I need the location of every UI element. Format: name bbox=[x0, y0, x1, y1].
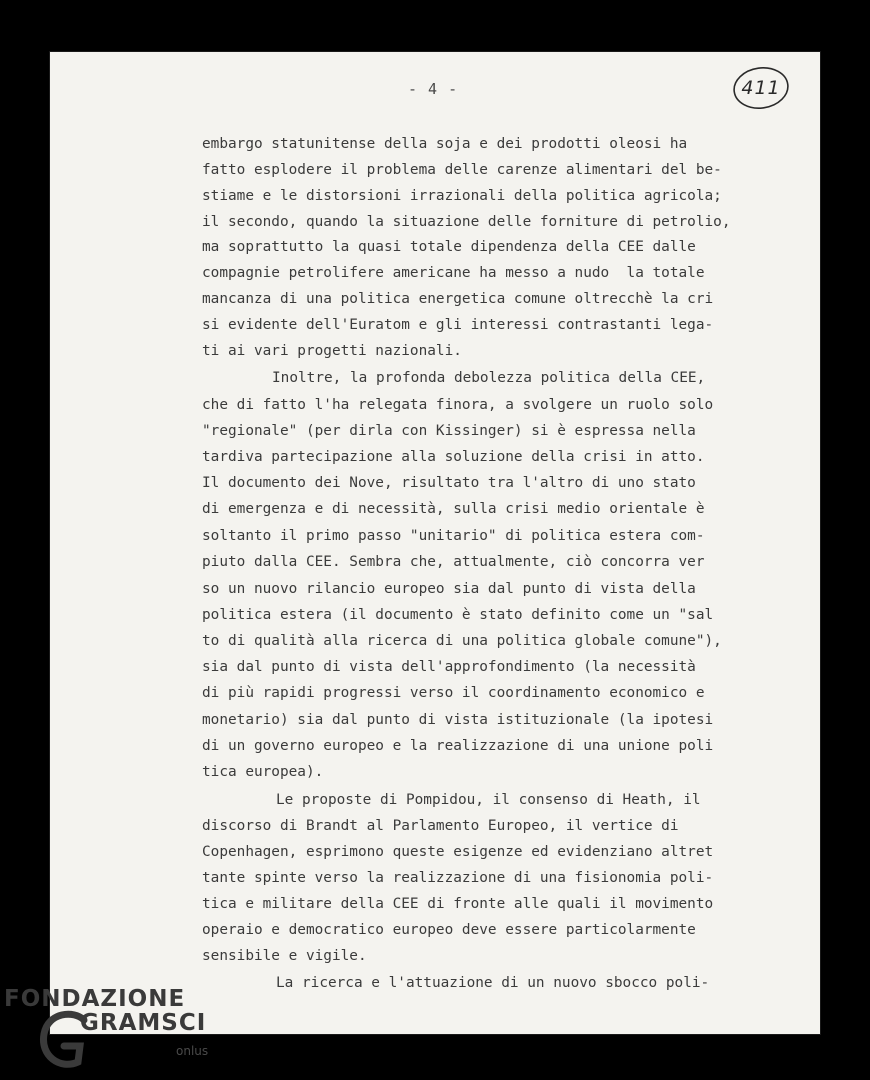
text-line: tica europea). bbox=[202, 764, 324, 780]
text-line: discorso di Brandt al Parlamento Europeo, il vertice di bbox=[202, 818, 679, 834]
text-line: tardiva partecipazione alla soluzione della crisi in atto. bbox=[202, 449, 705, 465]
text-line: di un governo europeo e la realizzazione di una unione poli bbox=[202, 738, 714, 754]
text-line: Inoltre, la profonda debolezza politica della CEE, bbox=[272, 370, 706, 386]
text-line: monetario) sia dal punto di vista istituzionale (la ipotesi bbox=[202, 712, 714, 728]
text-line: Copenhagen, esprimono queste esigenze ed evidenziano altret bbox=[202, 844, 714, 860]
text-line: embargo statunitense della soja e dei prodotti oleosi ha bbox=[202, 136, 688, 152]
text-line: operaio e democratico europeo deve essere particolarmente bbox=[202, 922, 696, 938]
text-line: si evidente dell'Euratom e gli interessi contrastanti lega- bbox=[202, 317, 714, 333]
text-line: mancanza di una politica energetica comune oltrecchè la cri bbox=[202, 291, 714, 307]
text-line: stiame e le distorsioni irrazionali della politica agricola; bbox=[202, 188, 722, 204]
text-line: che di fatto l'ha relegata finora, a svolgere un ruolo solo bbox=[202, 397, 714, 413]
text-line: di emergenza e di necessità, sulla crisi medio orientale è bbox=[202, 501, 705, 517]
watermark-logo bbox=[4, 986, 234, 1076]
text-line: Le proposte di Pompidou, il consenso di Heath, il bbox=[276, 792, 701, 808]
text-line: piuto dalla CEE. Sembra che, attualmente, ciò concorra ver bbox=[202, 554, 705, 570]
text-line: sensibile e vigile. bbox=[202, 948, 367, 964]
text-line: "regionale" (per dirla con Kissinger) si è espressa nella bbox=[202, 423, 696, 439]
text-line: compagnie petrolifere americane ha messo a nudo la totale bbox=[202, 265, 705, 281]
text-line: to di qualità alla ricerca di una politica globale comune"), bbox=[202, 633, 722, 649]
text-line: tante spinte verso la realizzazione di una fisionomia poli- bbox=[202, 870, 714, 886]
text-line: politica estera (il documento è stato definito come un "sal bbox=[202, 607, 714, 623]
watermark-suffix: onlus bbox=[176, 1044, 209, 1058]
text-line: sia dal punto di vista dell'approfondimento (la necessità bbox=[202, 659, 696, 675]
text-line: il secondo, quando la situazione delle forniture di petrolio, bbox=[202, 214, 731, 230]
watermark-line1: FONDAZIONE bbox=[4, 986, 186, 1012]
text-line: ti ai vari progetti nazionali. bbox=[202, 343, 462, 359]
archive-stamp bbox=[731, 64, 791, 112]
page-number: - 4 - bbox=[408, 80, 459, 98]
text-line: so un nuovo rilancio europeo sia dal punto di vista della bbox=[202, 581, 696, 597]
text-line: Il documento dei Nove, risultato tra l'altro di uno stato bbox=[202, 475, 696, 491]
watermark-line2: GRAMSCI bbox=[80, 1010, 207, 1036]
text-line: tica e militare della CEE di fronte alle quali il movimento bbox=[202, 896, 714, 912]
text-line: La ricerca e l'attuazione di un nuovo sbocco poli- bbox=[276, 975, 710, 991]
text-line: di più rapidi progressi verso il coordinamento economico e bbox=[202, 685, 705, 701]
text-line: fatto esplodere il problema delle carenze alimentari del be- bbox=[202, 162, 722, 178]
text-line: soltanto il primo passo "unitario" di politica estera com- bbox=[202, 528, 705, 544]
archive-stamp-number: 411 bbox=[741, 77, 781, 99]
text-line: ma soprattutto la quasi totale dipendenza della CEE dalle bbox=[202, 239, 696, 255]
